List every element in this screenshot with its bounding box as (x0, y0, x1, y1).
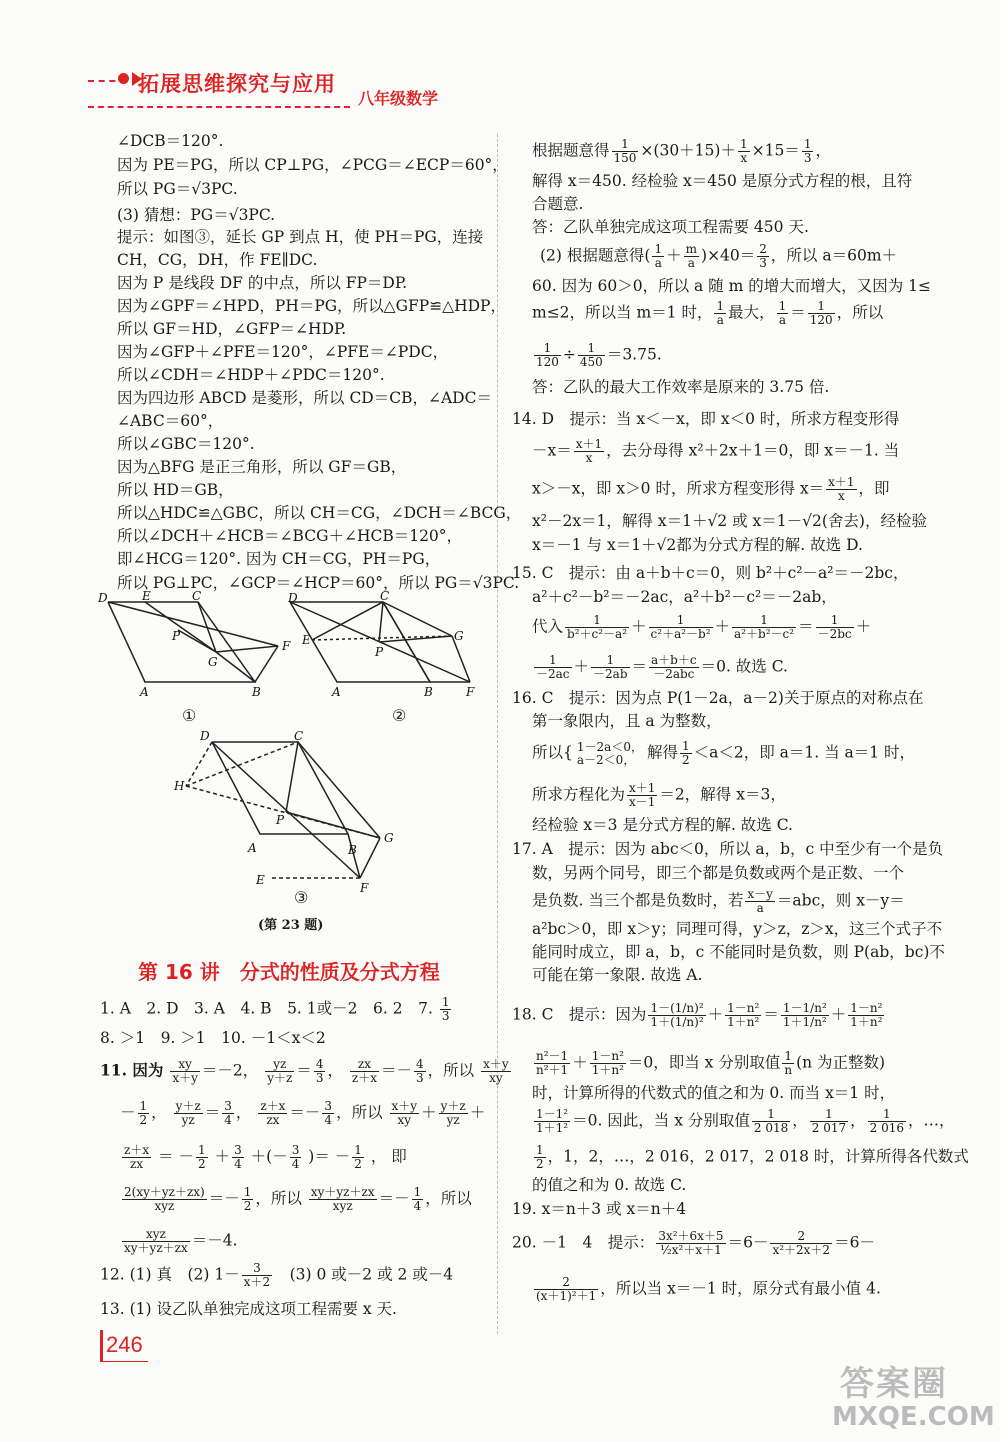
left-line: 因为 P 是线段 DF 的中点，所以 FP＝DP. (117, 274, 408, 292)
left-line: 所以 GF＝HD，∠GFP＝∠HDP. (117, 320, 347, 338)
label-P1: P (172, 629, 181, 643)
left-line: 所以∠CDH＝∠HDP＋∠PDC＝120°. (117, 366, 385, 384)
q20-line2: $\frac{2}{\text{(x＋1)²＋1}}$ ，所以当 x＝－1 时，原分式有最小值 4. (536, 1275, 881, 1303)
left-line: 因为 PE＝PG，所以 CP⊥PG，∠PCG＝∠ECP＝60°， (117, 156, 508, 174)
label-E3: E (256, 873, 265, 887)
r-line4: 答：乙队单独完成这项工程需要 450 天. (532, 218, 809, 236)
label-B2: B (424, 685, 433, 699)
left-line: 所以 HD＝GB， (117, 481, 234, 499)
page-number-underline (100, 1361, 148, 1362)
label-P2: P (375, 645, 384, 659)
watermark-logo: 答案圈 (840, 1364, 948, 1404)
fig1-caption: ① (182, 706, 197, 725)
left-line: (3) 猜想：PG＝√3PC. (117, 206, 276, 224)
fig3-gf (360, 838, 380, 878)
q15-line1: 15. C 提示：由 a＋b＋c＝0，则 b²＋c²－a²＝－2bc， (512, 564, 909, 582)
label-A3: A (248, 841, 257, 855)
q15-line4: $\frac{1}{-2ac}$ ＋ $\frac{1}{-2ab}$ ＝ $\frac{a+b+c}{\text{－2abc}}$ ＝0. 故选 C. (536, 653, 788, 681)
q20-line1: 20. －1 4 提示： $\frac{\text{3x²＋6x＋5}}{\text{½x²＋x＋1}}$ ＝6－ $\frac{2}{\text{x²＋2x＋2}}$ ＝6－ (512, 1229, 875, 1257)
q14-line1: 14. D 提示：当 x＜－x，即 x＜0 时，所求方程变形得 (512, 410, 900, 428)
r-line5: (2) 根据题意得( $\frac{1}{a}$ ＋ $\frac{m}{a}$ )×40＝ $\frac{2}{3}$ ，所以 a＝60m＋ (540, 242, 898, 270)
label-P3: P (276, 813, 285, 827)
label-D2: D (288, 591, 298, 605)
q18-line5: $\frac{1}{2}$ ，1，2，…，2 016，2 017，2 018 时，计算所得各代数式 (536, 1143, 969, 1171)
header-dot (118, 73, 129, 84)
label-C3: C (294, 729, 304, 743)
r-line9: 答：乙队的最大工作效率是原来的 3.75 倍. (532, 378, 830, 396)
label-B1: B (252, 685, 261, 699)
label-E1: E (142, 590, 151, 603)
q16-line1: 16. C 提示：因为点 P(1－2a，a－2)关于原点的对称点在 (512, 689, 924, 707)
left-line: 提示：如图③，延长 GP 到点 H，使 PH＝PG，连接 (117, 228, 484, 246)
r-line3: 合题意. (532, 195, 584, 213)
r-line1: 根据题意得 $\frac{1}{150}$ ×(30＋15)＋ $\frac{1}{x}$ ×15＝ $\frac{1}{3}$ ， (532, 137, 831, 165)
q18-line2: $\frac{\text{n²－1}}{\text{n²＋1}}$ ＋ $\frac{\text{1－n²}}{\text{1＋n²}}$ ＝0，即当 x 分别取值 $\frac{1}{n}$ (n 为正整数) (536, 1049, 886, 1077)
left-line: 所以 PG＝√3PC. (117, 180, 238, 198)
label-H3: H (174, 779, 185, 793)
q14-line5: x＝－1 与 x＝1＋√2都为分式方程的解. 故选 D. (532, 536, 863, 554)
q13: 13. (1) 设乙队单独完成这项工程需要 x 天. (100, 1300, 397, 1318)
q14-line4: x²－2x＝1，解得 x＝1＋√2 或 x＝1－√2(舍去)，经检验 (532, 512, 927, 530)
q16-line2: 第一象限内，且 a 为整数， (532, 712, 722, 730)
q18-line1: 18. C 提示：因为 $\frac{\text{1－(1/n)²}}{\text{1＋(1/n)²}}$ ＋ $\frac{\text{1－n²}}{\text{1＋n²}}$ ＝ $\frac{\text{1－1/n²}}{\text{1＋1/n²}}$ ＋ $\frac{\text{1－n²}}{\text{1＋n²}}$ (512, 1001, 883, 1029)
left-line: CH，CG，DH，作 FE∥DC. (117, 251, 318, 269)
q19: 19. x＝n＋3 或 x＝n＋4 (512, 1200, 687, 1218)
r-line6: 60. 因为 60＞0，所以 a 随 m 的增大而增大，又因为 1≤ (532, 277, 932, 295)
q18-line4: $\frac{\text{1－1²}}{\text{1＋1²}}$ ＝0. 因此，当 x 分别取值 $\frac{1}{2 018}$ ， $\frac{1}{2 017}$ ， $\frac{1}{2 016}$ ，…， (536, 1107, 955, 1135)
left-line: 因为△BFG 是正三角形，所以 GF＝GB， (117, 458, 407, 476)
left-line: 所以 PG⊥PC，∠GCP＝∠HCP＝60°，所以 PG＝√3PC. (117, 574, 520, 592)
answers-1-7: 1. A 2. D 3. A 4. B 5. 1或－2 6. 2 7. $\frac{1}{3}$ (100, 995, 450, 1023)
q17-line4: a²bc＞0，即 x＞y；同理可得，y＞z，z＞x，这三个式子不 (532, 920, 943, 938)
q16-line4: 所求方程化为 $\frac{x+1}{x-1}$ ＝2，解得 x＝3， (532, 781, 786, 809)
label-C1: C (192, 590, 202, 603)
header-title: 拓展思维探究与应用 (138, 72, 336, 96)
q16-line5: 经检验 x＝3 是分式方程的解. 故选 C. (532, 816, 793, 834)
label-A2: A (332, 685, 341, 699)
figure-caption: (第 23 题) (258, 918, 324, 933)
fig3-cg (298, 742, 380, 838)
q17-line1: 17. A 提示：因为 abc＜0，所以 a，b，c 中至少有一个是负 (512, 840, 944, 858)
fig3-cp (286, 742, 298, 812)
label-F2: F (466, 685, 475, 699)
q11-line1: 11. 因为 $\frac{xy}{x+y}$ ＝－2， $\frac{yz}{y+z}$ ＝ $\frac{4}{3}$ ， $\frac{zx}{z+x}$ ＝－ $\frac{4}{3}$ ，所以 $\frac{x+y}{xy}$ (100, 1057, 509, 1085)
fig3-caption: ③ (294, 888, 309, 907)
fig3-dh (186, 742, 212, 786)
header-underline (88, 106, 350, 108)
label-E2: E (302, 633, 311, 647)
q11-line2: － $\frac{1}{2}$ ， $\frac{y+z}{yz}$ ＝ $\frac{3}{4}$ ， $\frac{z+x}{zx}$ ＝－ $\frac{3}{4}$ ，所以 $\frac{x+y}{xy}$ ＋ $\frac{y+z}{yz}$ ＋ (120, 1099, 486, 1127)
page-number-bar (100, 1330, 103, 1362)
label-B3: B (348, 843, 357, 857)
label-F1: F (282, 639, 291, 653)
label-F3: F (360, 881, 369, 895)
page-number: 246 (106, 1332, 143, 1357)
q14-line3: x＞－x，即 x＞0 时，所求方程变形得 x＝ $\frac{x+1}{x}$ ，即 (532, 475, 890, 503)
q15-line2: a²＋c²－b²＝－2ac，a²＋b²－c²＝－2ab， (532, 588, 837, 606)
fig3-hc (186, 742, 298, 786)
q17-line2: 数，另两个同号，即三个都是负数或两个是正数、一个 (532, 864, 905, 882)
label-D3: D (200, 729, 210, 743)
left-line: 因为四边形 ABCD 是菱形，所以 CD＝CB，∠ADC＝ (117, 389, 492, 407)
q12: 12. (1) 真 (2) 1－ $\frac{3}{x+2}$ (3) 0 或－2 或 2 或－4 (100, 1261, 454, 1289)
left-line: 所以∠GBC＝120°. (117, 435, 255, 453)
left-line: 所以∠DCH＋∠HCB＝∠BCG＋∠HCB＝120°， (117, 527, 463, 545)
r-line8: $\frac{1}{120}$ ÷ $\frac{1}{450}$ ＝3.75. (536, 341, 662, 369)
q16-line3: 所以{ 1－2a＜0， a－2＜0， 解得 $\frac{1}{2}$ ＜a＜2，即 a＝1. 当 a＝1 时， (532, 739, 916, 767)
watermark-url: MXQE.COM (832, 1402, 995, 1432)
label-D1: D (98, 591, 108, 605)
q14-line2: －x＝ $\frac{x+1}{x}$ ，去分母得 x²＋2x＋1＝0，即 x＝－1. 当 (532, 437, 900, 465)
label-G1: G (208, 655, 218, 669)
fig2-ec (312, 602, 383, 640)
label-G2: G (454, 629, 464, 643)
q11-line5: $\frac{\text{xyz}}{xy+yz+zx}$ ＝－4. (124, 1227, 238, 1255)
left-line: ∠DCB＝120°. (117, 132, 224, 150)
fig1-bf (255, 646, 278, 682)
label-A1: A (140, 685, 149, 699)
fig2-cp (379, 602, 383, 642)
geometry-figures (90, 590, 490, 930)
header-grade: 八年级数学 (358, 89, 439, 108)
q11-line3: $\frac{z+x}{zx}$ ＝ － $\frac{1}{2}$ ＋ $\frac{3}{4}$ ＋(－ $\frac{3}{4}$ )＝ － $\frac{1}{2}$ ， 即 (124, 1143, 407, 1171)
left-line: 所以△HDC≌△GBC，所以 CH＝CG，∠DCH＝∠BCG， (117, 504, 522, 522)
fig1-gf (216, 646, 278, 652)
q17-line5: 能同时成立，即 a，b，c 不能同时是负数，则 P(ab，bc)不 (532, 943, 945, 961)
section-title: 第 16 讲 分式的性质及分式方程 (138, 960, 440, 984)
left-line: ∠ABC＝60°， (117, 412, 224, 430)
left-line: 因为∠GFP＋∠PFE＝120°，∠PFE＝∠PDC， (117, 343, 449, 361)
q17-line6: 可能在第一象限. 故选 A. (532, 966, 703, 984)
fig1-rhombus (108, 602, 255, 682)
label-G3: G (384, 831, 394, 845)
r-line7: m≤2，所以当 m＝1 时， $\frac{1}{a}$ 最大， $\frac{1}{a}$ ＝ $\frac{1}{120}$ ，所以 (532, 299, 884, 327)
q15-line3: 代入 $\frac{1}{\text{b²＋c²－a²}}$ ＋ $\frac{1}{\text{c²＋a²－b²}}$ ＋ $\frac{1}{\text{a²＋b²－c²}}$ ＝ $\frac{1}{-2bc}$ ＋ (532, 613, 872, 641)
q17-line3: 是负数. 当三个都是负数时，若 $\frac{x-y}{a}$ ＝abc，则 x－y＝ (532, 887, 905, 915)
answers-8-10: 8. ＞1 9. ＞1 10. －1＜x＜2 (100, 1029, 326, 1047)
q18-line3: 时，计算所得的代数式的值之和为 0. 而当 x＝1 时， (532, 1084, 896, 1102)
label-C2: C (380, 590, 390, 603)
r-line2: 解得 x＝450. 经检验 x＝450 是原分式方程的根，且符 (532, 172, 913, 190)
left-line: 即∠HCG＝120°. 因为 CH＝CG，PH＝PG， (117, 550, 441, 568)
q18-line6: 的值之和为 0. 故选 C. (532, 1176, 687, 1194)
left-line: 因为∠GPF＝∠HPD，PH＝PG，所以△GFP≌△HDP， (117, 297, 506, 315)
fig2-caption: ② (392, 706, 407, 725)
q11-line4: $\frac{2(xy+yz+zx)}{\text{xyz}}$ ＝－ $\frac{1}{2}$ ，所以 $\frac{xy+yz+zx}{\text{xyz}}$ ＝－ $\frac{1}{4}$ ，所以 (124, 1185, 472, 1213)
